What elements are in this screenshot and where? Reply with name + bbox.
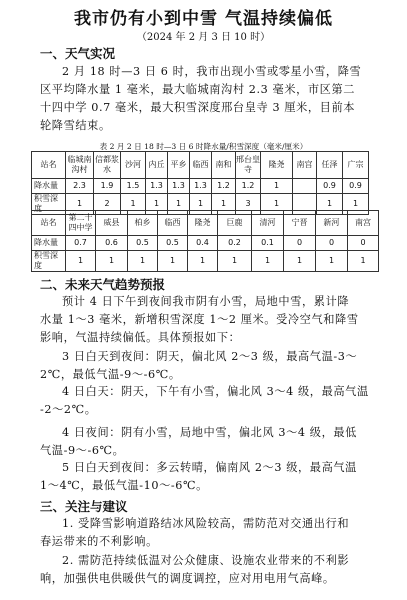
table-cell	[293, 179, 317, 194]
table-cell: 新河	[316, 211, 348, 236]
table-cell: 1	[284, 251, 316, 272]
table-cell: 0.7	[66, 236, 96, 251]
table-cell: 临城南沟村	[66, 152, 94, 179]
table-cell: 0.2	[218, 236, 252, 251]
table-cell: 隆尧	[188, 211, 218, 236]
table-header-row	[32, 211, 379, 236]
table-cell: 降水量	[32, 179, 66, 194]
text-line: 响，加强供电供暖供气的调度调控，应对用电用气高峰。	[40, 572, 335, 585]
table-cell: 清河	[252, 211, 284, 236]
precipitation-table-2	[31, 210, 379, 272]
text-line: 5 日白天到夜间：多云转晴，偏南风 2～3 级，最高气温	[62, 461, 357, 474]
table-row	[32, 236, 379, 251]
table-cell: 1	[146, 194, 168, 215]
table-cell: 1	[190, 194, 212, 215]
table-cell: 柏乡	[128, 211, 158, 236]
table-cell: 3	[236, 194, 261, 215]
text-line: 4 日白天：阴天，下午有小雪，偏北风 3～4 级，最高气温	[62, 385, 369, 398]
advice-item-1	[40, 515, 380, 551]
document-title: 我市仍有小到中雪 气温持续偏低	[74, 9, 333, 29]
table-cell: 1.9	[94, 179, 121, 194]
table-caption: 表 2 月 2 日 18 时—3 日 6 时降水量/积雪深度（毫米/厘米）	[99, 142, 308, 151]
table-cell: 宁晋	[284, 211, 316, 236]
table-cell: 0.4	[188, 236, 218, 251]
forecast-day4-night	[40, 424, 380, 460]
text-line: 2℃，最低气温-9～-6℃。	[40, 368, 181, 381]
table-cell: 1	[317, 194, 343, 215]
forecast-day5	[40, 459, 380, 495]
table-cell: 1.3	[146, 179, 168, 194]
table-cell: 平乡	[168, 152, 190, 179]
table-cell: 0	[284, 236, 316, 251]
table-cell: 1	[316, 251, 348, 272]
weather-facts-paragraph	[40, 63, 380, 135]
table-row	[32, 179, 369, 194]
advice-item-2	[40, 552, 380, 588]
table-cell: 广宗	[343, 152, 369, 179]
text-line: 4 日夜间：阴有小雪，局地中雪，偏北风 3～4 级，最低	[62, 426, 357, 439]
table-cell: 积雪深度	[32, 194, 66, 215]
table-cell: 1	[121, 194, 146, 215]
table-cell: 1	[348, 251, 379, 272]
section-heading-advice: 三、关注与建议	[40, 499, 128, 514]
text-line: 气温-9～-6℃。	[40, 444, 125, 457]
table-cell: 1.2	[236, 179, 261, 194]
table-cell: 积雪深度	[32, 251, 66, 272]
table-cell: 0.5	[128, 236, 158, 251]
table-cell: 临西	[190, 152, 212, 179]
table-cell: 1.2	[212, 179, 236, 194]
table-cell: 临西	[158, 211, 188, 236]
table-cell: 2	[94, 194, 121, 215]
text-line: 3 日白天到夜间：阴天，偏北风 2～3 级，最高气温-3～	[62, 350, 358, 363]
table-cell: 南宫	[348, 211, 379, 236]
text-line: 1. 受降雪影响道路结冰风险较高，需防范对交通出行和	[62, 517, 350, 530]
table-cell: 沙河	[121, 152, 146, 179]
table-cell: 1	[128, 251, 158, 272]
table-cell: 降水量	[32, 236, 66, 251]
table-cell: 0.9	[317, 179, 343, 194]
text-line: 轮降雪结束。	[40, 119, 111, 132]
forecast-day3	[40, 348, 380, 384]
table-cell: 南和	[212, 152, 236, 179]
table-cell: 1.5	[121, 179, 146, 194]
table-cell: 巨鹿	[218, 211, 252, 236]
text-line: 影响，气温持续偏低。具体预报如下：	[40, 331, 241, 344]
table-cell: 信都浆水	[94, 152, 121, 179]
text-line: 区平均降水量 1 毫米，最大临城南沟村 2.3 毫米，市区第二	[40, 83, 356, 96]
section-heading-weather-facts: 一、天气实况	[40, 46, 116, 61]
text-line: 2. 需防范持续低温对公众健康、设施农业带来的不利影	[62, 554, 350, 567]
table-cell: 1	[212, 194, 236, 215]
table-cell: 1.3	[190, 179, 212, 194]
table-cell: 隆尧	[261, 152, 293, 179]
forecast-intro-paragraph	[40, 293, 380, 347]
table-cell: 1	[188, 251, 218, 272]
table-cell: 0	[316, 236, 348, 251]
table-cell: 1	[168, 194, 190, 215]
text-line: 2 月 18 时—3 日 6 时，我市出现小雪或零星小雪，降雪	[62, 65, 362, 78]
table-cell: 1	[66, 251, 96, 272]
table-cell: 0.1	[252, 236, 284, 251]
table-cell: 第二十四中学	[66, 211, 96, 236]
table-cell: 1	[96, 251, 128, 272]
table-cell: 1	[261, 179, 293, 194]
table-cell: 任泽	[317, 152, 343, 179]
table-cell: 1	[218, 251, 252, 272]
precipitation-table-1	[31, 151, 369, 215]
table-header-row	[32, 152, 369, 179]
table-cell: 0.5	[158, 236, 188, 251]
table-cell: 威县	[96, 211, 128, 236]
text-line: 水量 1～3 毫米，新增积雪深度 1～2 厘米。受冷空气和降雪	[40, 313, 359, 326]
table-cell: 0.6	[96, 236, 128, 251]
section-heading-forecast: 二、未来天气趋势预报	[40, 277, 166, 292]
text-line: 1～4℃，最低气温-10～-6℃。	[40, 479, 208, 492]
text-line: -2～2℃。	[40, 403, 97, 416]
table-cell: 1	[66, 194, 94, 215]
table-cell: 邢台皇寺	[236, 152, 261, 179]
table-cell: 站名	[32, 152, 66, 179]
forecast-day4-daytime	[40, 383, 380, 419]
table-row	[32, 251, 379, 272]
table-cell: 1	[261, 194, 293, 215]
table-cell: 2.3	[66, 179, 94, 194]
table-cell: 1	[343, 194, 369, 215]
table-cell: 南宫	[293, 152, 317, 179]
text-line: 春运带来的不利影响。	[40, 535, 158, 548]
issue-date: （2024 年 2 月 3 日 10 时）	[136, 32, 271, 43]
table-cell: 站名	[32, 211, 66, 236]
table-cell: 1	[158, 251, 188, 272]
text-line: 十四中学 0.7 毫米，最大积雪深度邢台皇寺 3 厘米，目前本	[40, 101, 356, 114]
table-cell: 1.3	[168, 179, 190, 194]
table-cell: 内丘	[146, 152, 168, 179]
table-cell: 0	[348, 236, 379, 251]
table-cell: 0.9	[343, 179, 369, 194]
table-cell: 1	[252, 251, 284, 272]
text-line: 预计 4 日下午到夜间我市阴有小雪，局地中雪，累计降	[62, 295, 350, 308]
